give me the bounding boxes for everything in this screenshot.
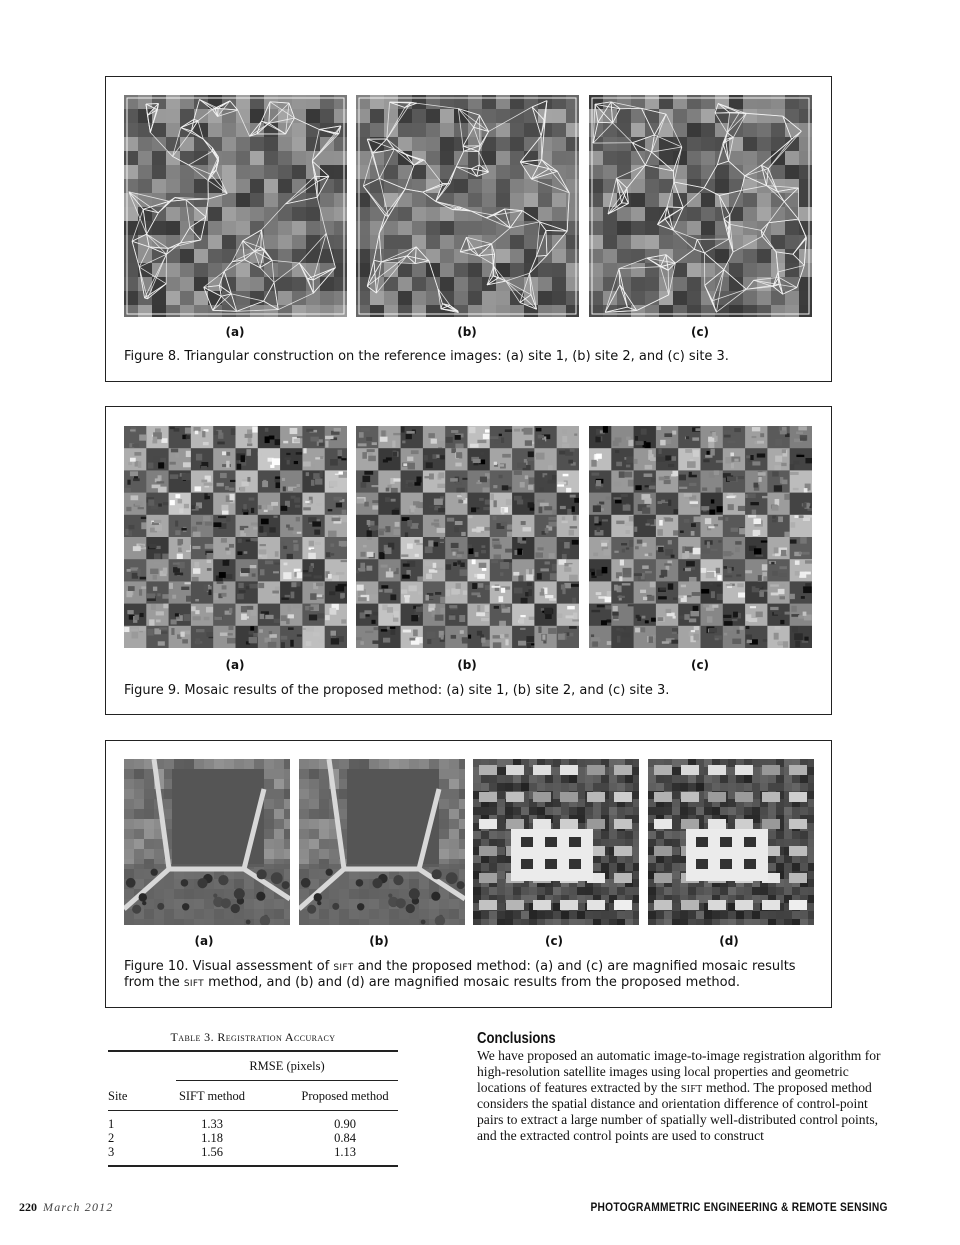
page-number: 220 bbox=[19, 1200, 37, 1214]
figure-9-label-b: (b) bbox=[457, 658, 477, 672]
journal-name: PHOTOGRAMMETRIC ENGINEERING & REMOTE SENSING bbox=[590, 1200, 888, 1214]
table-group-rule bbox=[176, 1080, 398, 1081]
figure-10-label-b: (b) bbox=[369, 934, 389, 948]
table-cell-proposed: 1.13 bbox=[334, 1145, 356, 1159]
figure-9-caption: Figure 9. Mosaic results of the proposed method: (a) site 1, (b) site 2, and (c) site 3. bbox=[124, 683, 670, 698]
figure-10-label-d: (d) bbox=[719, 934, 739, 948]
figure-8-label-b: (b) bbox=[457, 325, 477, 339]
table-cell-site: 1 bbox=[108, 1117, 115, 1131]
table-cell-site: 3 bbox=[108, 1145, 115, 1159]
table-top-rule bbox=[108, 1050, 398, 1052]
conclusions-heading: Conclusions bbox=[477, 1030, 556, 1047]
figure-8-label-c: (c) bbox=[690, 325, 710, 339]
issue-date: March 2012 bbox=[43, 1200, 114, 1214]
figure-9-label-c: (c) bbox=[690, 658, 710, 672]
figure-8 bbox=[105, 76, 832, 382]
figure-10-panel-c-image bbox=[473, 759, 639, 925]
table-cell-sift: 1.33 bbox=[201, 1117, 223, 1131]
figure-10-panel-d-image bbox=[648, 759, 814, 925]
figure-10-panel-b-image bbox=[299, 759, 465, 925]
table-bottom-rule bbox=[108, 1165, 398, 1167]
figure-9-label-a: (a) bbox=[225, 658, 245, 672]
table-cell-proposed: 0.90 bbox=[334, 1117, 356, 1131]
figure-10-caption: Figure 10. Visual assessment of sift and the proposed method: (a) and (c) are magnified mosaic results from the sift method, and (b) and (d) are magnified mosaic results from the proposed method. bbox=[124, 959, 796, 990]
figure-8-caption: Figure 8. Triangular construction on the reference images: (a) site 1, (b) site 2, and (c) site 3. bbox=[124, 349, 729, 364]
table-header-proposed: Proposed method bbox=[301, 1089, 389, 1103]
table-header-site: Site bbox=[108, 1089, 128, 1103]
figure-9-panel-a-image bbox=[124, 426, 347, 648]
figure-9 bbox=[105, 406, 832, 715]
table-header-sift: SIFT method bbox=[178, 1089, 246, 1103]
figure-9-panel-c-image bbox=[589, 426, 812, 648]
footer-left bbox=[19, 1200, 114, 1215]
figure-10-panel-a-image bbox=[124, 759, 290, 925]
conclusions-body: We have proposed an automatic image-to-image registration algorithm for high-resolution satellite images using local properties and geometric locations of features extracted by the sift method. The proposed method considers the spatial distance and orientation difference of control-point pairs to extract a large number of spatially well-distributed control points, and the extracted control points are used to construct bbox=[477, 1048, 881, 1143]
figure-8-panel-a-image bbox=[124, 95, 347, 317]
table-cell-proposed: 0.84 bbox=[334, 1131, 356, 1145]
figure-10 bbox=[105, 740, 832, 1008]
table-3-title: Table 3. Registration Accuracy bbox=[170, 1030, 336, 1044]
figure-10-label-c: (c) bbox=[544, 934, 564, 948]
table-group-header: RMSE (pixels) bbox=[249, 1059, 325, 1073]
table-cell-sift: 1.18 bbox=[201, 1131, 223, 1145]
figure-8-label-a: (a) bbox=[225, 325, 245, 339]
figure-8-panel-b-image bbox=[356, 95, 579, 317]
table-cell-sift: 1.56 bbox=[201, 1145, 223, 1159]
figure-8-panel-c-image bbox=[589, 95, 812, 317]
figure-9-panel-b-image bbox=[356, 426, 579, 648]
figure-10-label-a: (a) bbox=[194, 934, 214, 948]
table-header-rule bbox=[108, 1110, 398, 1111]
table-cell-site: 2 bbox=[108, 1131, 115, 1145]
